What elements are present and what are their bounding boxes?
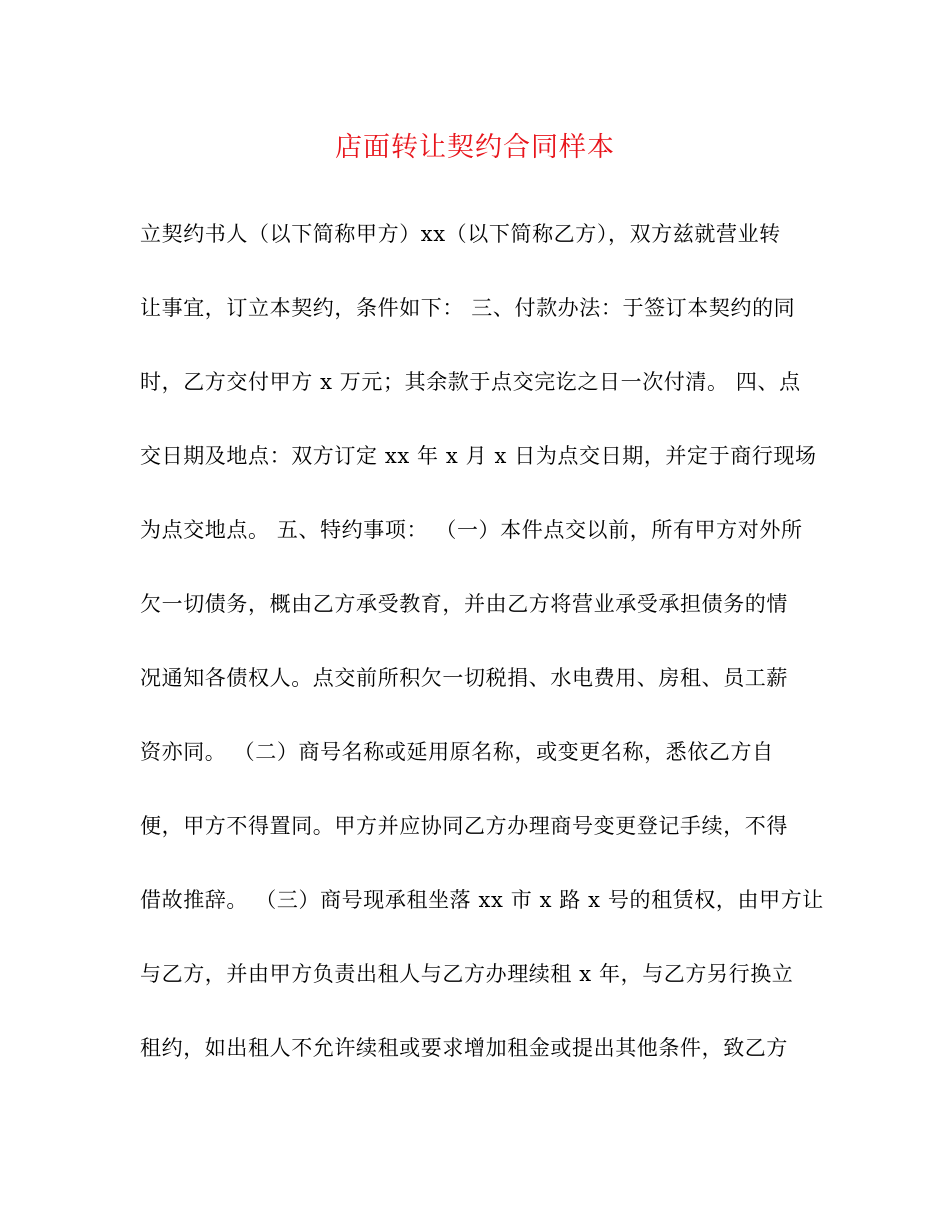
body-line: 欠一切债务，概由乙方承受教育，并由乙方将营业承受承担债务的情: [140, 592, 788, 616]
body-line: 况通知各债权人。点交前所积欠一切税捐、水电费用、房租、员工薪: [140, 666, 788, 690]
body-line: 为点交地点。 五、特约事项： （一）本件点交以前，所有甲方对外所: [140, 518, 803, 542]
body-line: 时，乙方交付甲方 x 万元；其余款于点交完讫之日一次付清。 四、点: [140, 370, 801, 394]
body-line: 资亦同。 （二）商号名称或延用原名称，或变更名称，悉依乙方自: [140, 740, 774, 764]
body-line: 交日期及地点：双方订定 xx 年 x 月 x 日为点交日期，并定于商行现场: [140, 444, 817, 468]
document-body: [140, 214, 824, 1102]
body-line: 租约，如出租人不允许续租或要求增加租金或提出其他条件，致乙方: [140, 1036, 788, 1060]
body-line: 便，甲方不得置同。甲方并应协同乙方办理商号变更登记手续，不得: [140, 814, 788, 838]
body-line: 与乙方，并由甲方负责出租人与乙方办理续租 x 年，与乙方另行换立: [140, 962, 794, 986]
body-line: 借故推辞。 （三）商号现承租坐落 xx 市 x 路 x 号的租赁权，由甲方让: [140, 888, 824, 912]
body-line: 让事宜，订立本契约，条件如下： 三、付款办法：于签订本契约的同: [140, 296, 796, 320]
body-line: 立契约书人（以下简称甲方）xx（以下简称乙方），双方兹就营业转: [140, 222, 781, 246]
document-title: 店面转让契约合同样本: [335, 132, 615, 163]
